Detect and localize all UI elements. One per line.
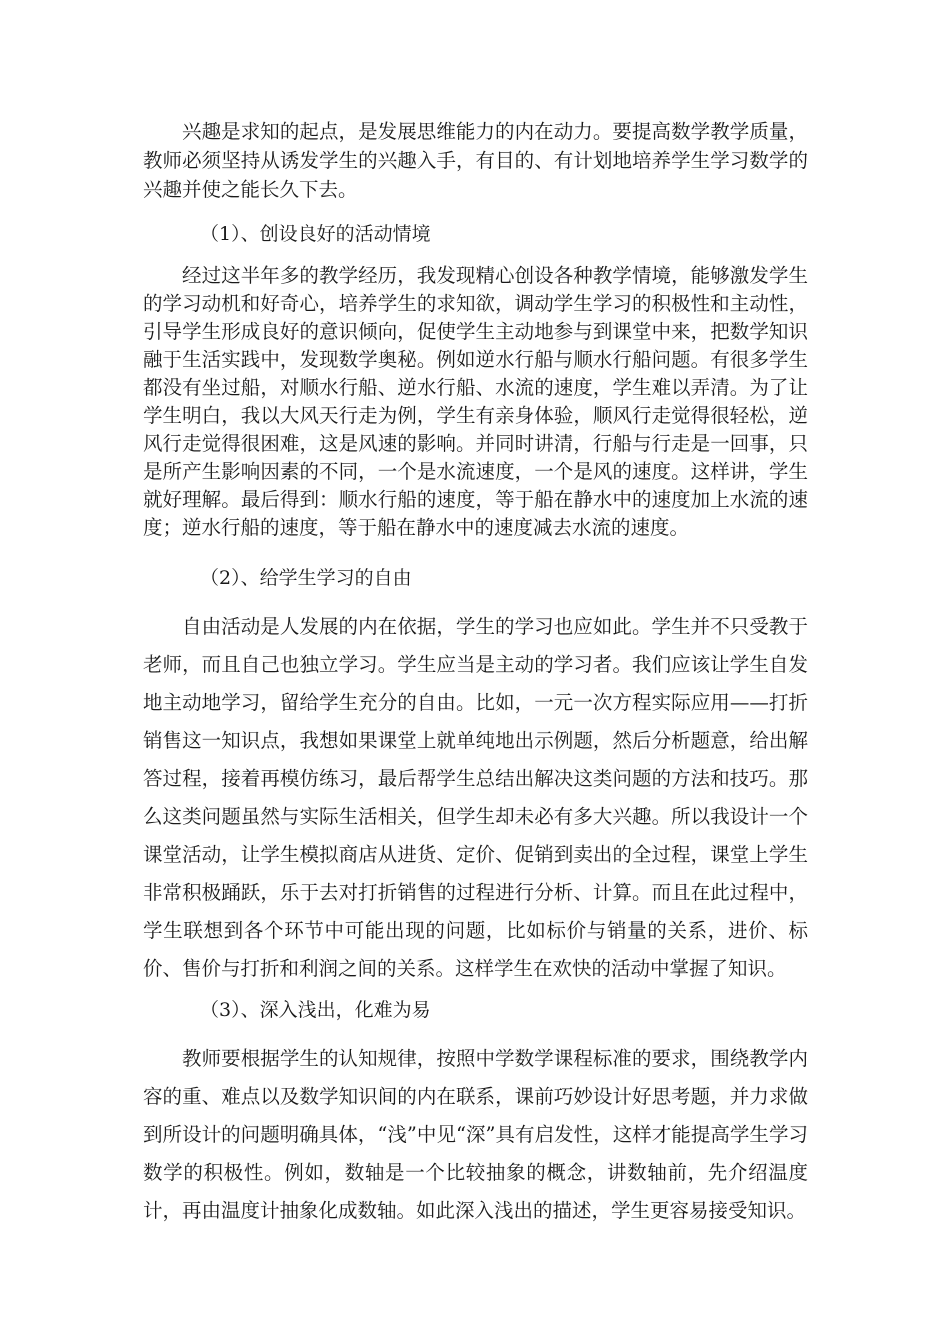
section-2-paragraph: 自由活动是人发展的内在依据，学生的学习也应如此。学生并不只受教于老师，而且自己也独立学习。学生应当是主动的学习者。我们应该让学生自发地主动地学习，留给学生充分的自由。比如，一元一次方程实际应用——打折销售这一知识点，我想如果课堂上就单纯地出示例题，然后分析题意，给出解答过程，接着再模仿练习，最后帮学生总结出解决这类问题的方法和技巧。那么这类问题虽然与实际生活相关，但学生却未必有多大兴趣。所以我设计一个课堂活动，让学生模拟商店从进货、定价、促销到卖出的全过程，课堂上学生非常积极踊跃，乐于去对打折销售的过程进行分析、计算。而且在此过程中，学生联想到各个环节中可能出现的问题，比如标价与销量的关系，进价、标价、售价与打折和利润之间的关系。这样学生在欢快的活动中掌握了知识。 xyxy=(143,615,808,980)
intro-paragraph: 兴趣是求知的起点，是发展思维能力的内在动力。要提高数学教学质量，教师必须坚持从诱发学生的兴趣入手，有目的、有计划地培养学生学习数学的兴趣并使之能长久下去。 xyxy=(143,120,808,201)
section-heading-2: （2）、给学生学习的自由 xyxy=(200,567,412,589)
section-1-paragraph: 经过这半年多的教学经历，我发现精心创设各种教学情境，能够激发学生的学习动机和好奇心，培养学生的求知欲，调动学生学习的积极性和主动性，引导学生形成良好的意识倾向，促使学生主动地参与到课堂中来，把数学知识融于生活实践中，发现数学奥秘。例如逆水行船与顺水行船问题。有很多学生都没有坐过船，对顺水行船、逆水行船、水流的速度，学生难以弄清。为了让学生明白，我以大风天行走为例，学生有亲身体验，顺风行走觉得很轻松，逆风行走觉得很困难，这是风速的影响。并同时讲清，行船与行走是一回事，只是所产生影响因素的不同，一个是水流速度，一个是风的速度。这样讲，学生就好理解。最后得到：顺水行船的速度，等于船在静水中的速度加上水流的速度；逆水行船的速度，等于船在静水中的速度减去水流的速度。 xyxy=(143,264,808,539)
section-heading-3: （3）、深入浅出，化难为易 xyxy=(200,999,431,1021)
section-heading-1: （1）、创设良好的活动情境 xyxy=(200,223,431,245)
section-3-paragraph: 教师要根据学生的认知规律，按照中学数学课程标准的要求，围绕教学内容的重、难点以及数学知识间的内在联系，课前巧妙设计好思考题，并力求做到所设计的问题明确具体，“浅”中见“深”具有启发性，这样才能提高学生学习数学的积极性。例如，数轴是一个比较抽象的概念，讲数轴前，先介绍温度计，再由温度计抽象化成数轴。如此深入浅出的描述，学生更容易接受知识。 xyxy=(143,1047,808,1222)
